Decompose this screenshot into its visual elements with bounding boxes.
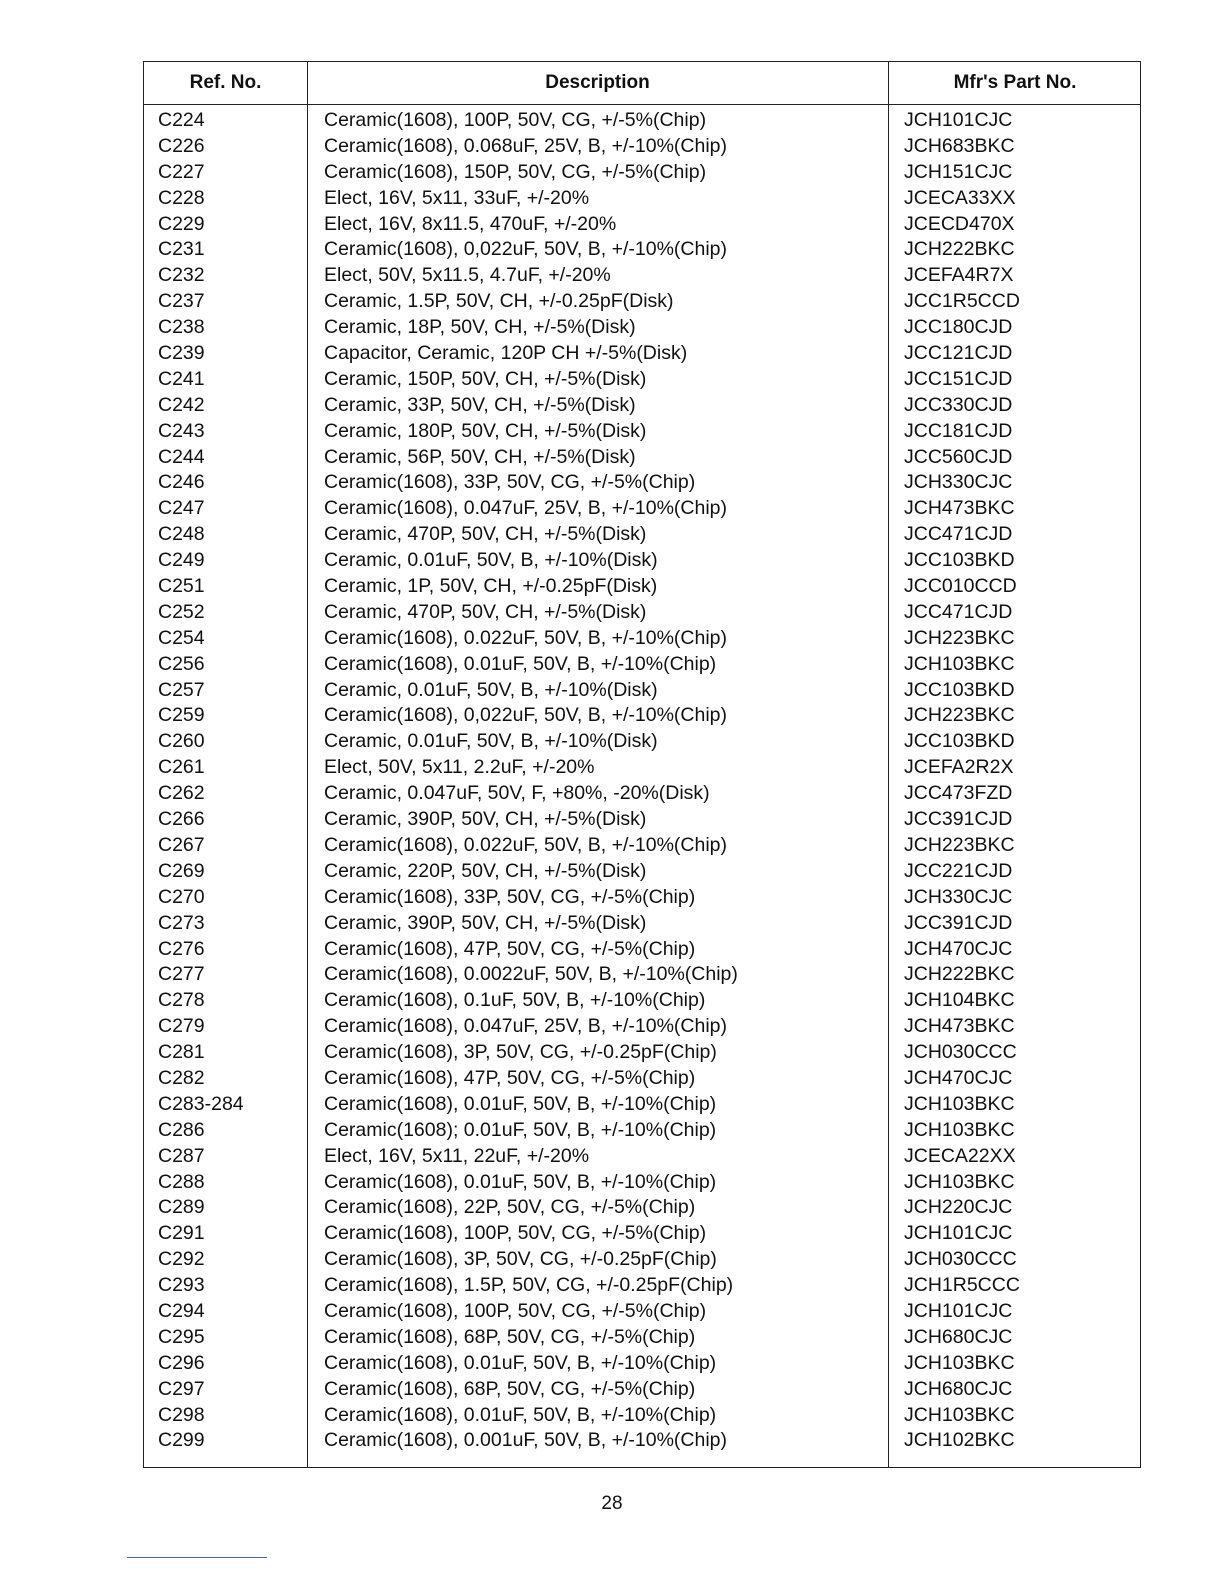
- part-number-cell: JCC103BKD: [904, 730, 1015, 753]
- table-row: [144, 859, 1140, 885]
- description-cell: Ceramic(1608), 1.5P, 50V, CG, +/-0.25pF(Chip): [324, 1274, 734, 1297]
- description-cell: Ceramic(1608), 0.1uF, 50V, B, +/-10%(Chip): [324, 989, 706, 1012]
- ref-cell: C266: [158, 808, 205, 831]
- table-row: [144, 1351, 1140, 1377]
- table-row: [144, 885, 1140, 911]
- part-number-cell: JCH101CJC: [904, 109, 1013, 131]
- footer-rule: [127, 1557, 267, 1558]
- ref-cell: C283-284: [158, 1092, 244, 1115]
- description-cell: Ceramic(1608), 0.0022uF, 50V, B, +/-10%(Chip): [324, 963, 738, 986]
- table-row: [144, 341, 1140, 367]
- part-number-cell: JCECA33XX: [904, 186, 1016, 209]
- header-mfr-part-no: Mfr's Part No.: [953, 72, 1077, 93]
- description-cell: Ceramic, 56P, 50V, CH, +/-5%(Disk): [324, 445, 636, 468]
- ref-cell: C267: [158, 833, 205, 856]
- table-row: [144, 1170, 1140, 1196]
- table-row: [144, 937, 1140, 963]
- part-number-cell: JCECD470X: [904, 212, 1015, 235]
- table-row: [144, 1325, 1140, 1351]
- ref-cell: C298: [158, 1403, 205, 1426]
- part-number-cell: JCH151CJC: [904, 160, 1013, 183]
- ref-cell: C232: [158, 264, 205, 287]
- table-row: [144, 108, 1140, 134]
- ref-cell: C243: [158, 419, 205, 442]
- description-cell: Ceramic(1608), 47P, 50V, CG, +/-5%(Chip): [324, 1066, 696, 1089]
- description-cell: Ceramic(1608), 0.047uF, 25V, B, +/-10%(Chip): [324, 497, 728, 520]
- description-cell: Ceramic(1608), 33P, 50V, CG, +/-5%(Chip): [324, 885, 696, 908]
- description-cell: Ceramic(1608), 33P, 50V, CG, +/-5%(Chip): [324, 471, 696, 494]
- ref-cell: C231: [158, 238, 205, 261]
- table-row: [144, 1273, 1140, 1299]
- description-cell: Ceramic, 470P, 50V, CH, +/-5%(Disk): [324, 523, 647, 546]
- part-number-cell: JCC1R5CCD: [904, 290, 1020, 313]
- table-row: [144, 911, 1140, 937]
- description-cell: Ceramic(1608), 22P, 50V, CG, +/-5%(Chip): [324, 1196, 696, 1219]
- table-row: [144, 1221, 1140, 1247]
- part-number-cell: JCC221CJD: [904, 859, 1013, 882]
- part-number-cell: JCC180CJD: [904, 316, 1013, 339]
- part-number-cell: JCH101CJC: [904, 1299, 1013, 1322]
- description-cell: Ceramic(1608), 0.01uF, 50V, B, +/-10%(Chip): [324, 1351, 717, 1374]
- part-number-cell: JCH330CJC: [904, 885, 1013, 908]
- ref-cell: C296: [158, 1351, 205, 1374]
- ref-cell: C226: [158, 134, 205, 157]
- part-number-cell: JCC473FZD: [904, 782, 1013, 805]
- description-cell: Ceramic(1608), 0.01uF, 50V, B, +/-10%(Chip): [324, 652, 717, 675]
- part-number-cell: JCH680CJC: [904, 1325, 1013, 1348]
- table-row: [144, 626, 1140, 652]
- part-number-cell: JCH223BKC: [904, 626, 1015, 649]
- header-description: Description: [545, 72, 650, 93]
- table-row: [144, 781, 1140, 807]
- description-cell: Ceramic(1608), 100P, 50V, CG, +/-5%(Chip): [324, 1299, 707, 1322]
- ref-cell: C246: [158, 471, 205, 494]
- part-number-cell: JCC103BKD: [904, 549, 1015, 572]
- description-cell: Ceramic, 0.047uF, 50V, F, +80%, -20%(Disk): [324, 782, 710, 805]
- ref-cell: C239: [158, 342, 205, 365]
- table-row: [144, 755, 1140, 781]
- part-number-cell: JCH222BKC: [904, 963, 1015, 986]
- ref-cell: C286: [158, 1118, 205, 1141]
- part-number-cell: JCC471CJD: [904, 523, 1013, 546]
- description-cell: Ceramic(1608), 0.022uF, 50V, B, +/-10%(Chip): [324, 626, 728, 649]
- description-cell: Ceramic, 470P, 50V, CH, +/-5%(Disk): [324, 600, 647, 623]
- table-row: [144, 1144, 1140, 1170]
- table-row: [144, 652, 1140, 678]
- ref-cell: C247: [158, 497, 205, 520]
- description-cell: Elect, 16V, 5x11, 33uF, +/-20%: [324, 186, 590, 209]
- description-cell: Ceramic, 390P, 50V, CH, +/-5%(Disk): [324, 911, 647, 934]
- table-row: [144, 367, 1140, 393]
- description-cell: Capacitor, Ceramic, 120P CH +/-5%(Disk): [324, 342, 688, 365]
- table-row: [144, 1403, 1140, 1429]
- ref-cell: C260: [158, 730, 205, 753]
- ref-cell: C228: [158, 186, 205, 209]
- ref-cell: C276: [158, 937, 205, 960]
- part-number-cell: JCH220CJC: [904, 1196, 1013, 1219]
- page-number: 28: [601, 1493, 623, 1514]
- table-row: [144, 548, 1140, 574]
- table-row: [144, 263, 1140, 289]
- table-row: [144, 1118, 1140, 1144]
- description-cell: Ceramic, 390P, 50V, CH, +/-5%(Disk): [324, 808, 647, 831]
- part-number-cell: JCC330CJD: [904, 393, 1013, 416]
- table-row: [144, 678, 1140, 704]
- table-row: [144, 962, 1140, 988]
- part-number-cell: JCH473BKC: [904, 1015, 1015, 1038]
- part-number-cell: JCH103BKC: [904, 1118, 1015, 1141]
- part-number-cell: JCH223BKC: [904, 704, 1015, 727]
- description-cell: Ceramic, 18P, 50V, CH, +/-5%(Disk): [324, 316, 636, 339]
- table-row: [144, 134, 1140, 160]
- description-cell: Ceramic(1608), 0,022uF, 50V, B, +/-10%(Chip): [324, 704, 728, 727]
- table-row: [144, 393, 1140, 419]
- part-number-cell: JCH030CCC: [904, 1248, 1017, 1271]
- ref-cell: C270: [158, 885, 205, 908]
- ref-cell: C282: [158, 1066, 205, 1089]
- ref-cell: C237: [158, 290, 205, 313]
- part-number-cell: JCH222BKC: [904, 238, 1015, 261]
- table-row: [144, 237, 1140, 263]
- description-cell: Ceramic(1608), 100P, 50V, CG, +/-5%(Chip): [324, 1222, 707, 1245]
- description-cell: Ceramic, 150P, 50V, CH, +/-5%(Disk): [324, 367, 647, 390]
- part-number-cell: JCH223BKC: [904, 833, 1015, 856]
- description-cell: Ceramic(1608), 47P, 50V, CG, +/-5%(Chip): [324, 937, 696, 960]
- ref-cell: C293: [158, 1274, 205, 1297]
- part-number-cell: JCECA22XX: [904, 1144, 1016, 1167]
- description-cell: Ceramic(1608); 0.01uF, 50V, B, +/-10%(Chip): [324, 1118, 717, 1141]
- ref-cell: C254: [158, 626, 205, 649]
- ref-cell: C294: [158, 1299, 205, 1322]
- description-cell: Ceramic(1608), 3P, 50V, CG, +/-0.25pF(Chip): [324, 1041, 717, 1064]
- part-number-cell: JCC151CJD: [904, 367, 1013, 390]
- part-number-cell: JCC471CJD: [904, 600, 1013, 623]
- description-cell: Ceramic(1608), 0.01uF, 50V, B, +/-10%(Chip): [324, 1170, 717, 1193]
- description-cell: Ceramic(1608), 0.022uF, 50V, B, +/-10%(Chip): [324, 833, 728, 856]
- description-cell: Ceramic, 180P, 50V, CH, +/-5%(Disk): [324, 419, 647, 442]
- ref-cell: C295: [158, 1325, 205, 1348]
- ref-cell: C257: [158, 678, 205, 701]
- ref-cell: C269: [158, 859, 205, 882]
- table-row: [144, 186, 1140, 212]
- part-number-cell: JCH330CJC: [904, 471, 1013, 494]
- table-row: [144, 1014, 1140, 1040]
- table-row: [144, 703, 1140, 729]
- ref-cell: C256: [158, 652, 205, 675]
- table-row: [144, 445, 1140, 471]
- ref-cell: C292: [158, 1248, 205, 1271]
- description-cell: Ceramic, 220P, 50V, CH, +/-5%(Disk): [324, 859, 647, 882]
- description-cell: Ceramic(1608), 0.01uF, 50V, B, +/-10%(Chip): [324, 1092, 717, 1115]
- ref-cell: C277: [158, 963, 205, 986]
- parts-list-table: [143, 61, 1141, 1468]
- ref-cell: C252: [158, 600, 205, 623]
- table-row: [144, 1040, 1140, 1066]
- part-number-cell: JCH101CJC: [904, 1222, 1013, 1245]
- table-row: [144, 496, 1140, 522]
- ref-cell: C287: [158, 1144, 205, 1167]
- part-number-cell: JCC121CJD: [904, 342, 1013, 365]
- description-cell: Ceramic, 1.5P, 50V, CH, +/-0.25pF(Disk): [324, 290, 674, 313]
- table-row: [144, 315, 1140, 341]
- part-number-cell: JCH102BKC: [904, 1429, 1015, 1452]
- part-number-cell: JCH103BKC: [904, 1170, 1015, 1193]
- ref-cell: C262: [158, 782, 205, 805]
- description-cell: Ceramic(1608), 0.047uF, 25V, B, +/-10%(Chip): [324, 1015, 728, 1038]
- part-number-cell: JCH470CJC: [904, 1066, 1013, 1089]
- part-number-cell: JCH680CJC: [904, 1377, 1013, 1400]
- part-number-cell: JCH473BKC: [904, 497, 1015, 520]
- part-number-cell: JCH103BKC: [904, 1092, 1015, 1115]
- part-number-cell: JCEFA2R2X: [904, 756, 1014, 779]
- ref-cell: C229: [158, 212, 205, 235]
- description-cell: Elect, 50V, 5x11.5, 4.7uF, +/-20%: [324, 264, 611, 287]
- table-row: [144, 1377, 1140, 1403]
- ref-cell: C279: [158, 1015, 205, 1038]
- table-row: [144, 729, 1140, 755]
- table-row: [144, 1066, 1140, 1092]
- description-cell: Ceramic, 0.01uF, 50V, B, +/-10%(Disk): [324, 678, 658, 701]
- table-row: [144, 1195, 1140, 1221]
- description-cell: Elect, 16V, 8x11.5, 470uF, +/-20%: [324, 212, 617, 235]
- description-cell: Ceramic(1608), 0.01uF, 50V, B, +/-10%(Chip): [324, 1403, 717, 1426]
- description-cell: Ceramic, 1P, 50V, CH, +/-0.25pF(Disk): [324, 575, 658, 598]
- table-row: [144, 160, 1140, 186]
- table-row: [144, 522, 1140, 548]
- part-number-cell: JCC181CJD: [904, 419, 1013, 442]
- ref-cell: C244: [158, 445, 205, 468]
- table-body: [144, 108, 1140, 1454]
- description-cell: Ceramic(1608), 0,022uF, 50V, B, +/-10%(Chip): [324, 238, 728, 261]
- ref-cell: C299: [158, 1429, 205, 1452]
- ref-cell: C224: [158, 109, 205, 131]
- table-header: [144, 62, 1140, 105]
- description-cell: Ceramic, 33P, 50V, CH, +/-5%(Disk): [324, 393, 636, 416]
- ref-cell: C242: [158, 393, 205, 416]
- table-row: [144, 988, 1140, 1014]
- ref-cell: C281: [158, 1041, 205, 1064]
- description-cell: Ceramic(1608), 3P, 50V, CG, +/-0.25pF(Chip): [324, 1248, 717, 1271]
- ref-cell: C248: [158, 523, 205, 546]
- ref-cell: C278: [158, 989, 205, 1012]
- ref-cell: C238: [158, 316, 205, 339]
- description-cell: Ceramic(1608), 68P, 50V, CG, +/-5%(Chip): [324, 1377, 696, 1400]
- ref-cell: C259: [158, 704, 205, 727]
- table-row: [144, 807, 1140, 833]
- part-number-cell: JCH103BKC: [904, 652, 1015, 675]
- table-row: [144, 419, 1140, 445]
- part-number-cell: JCC010CCD: [904, 575, 1017, 598]
- ref-cell: C273: [158, 911, 205, 934]
- part-number-cell: JCH683BKC: [904, 134, 1015, 157]
- description-cell: Elect, 16V, 5x11, 22uF, +/-20%: [324, 1144, 590, 1167]
- part-number-cell: JCC391CJD: [904, 911, 1013, 934]
- ref-cell: C227: [158, 160, 205, 183]
- ref-cell: C288: [158, 1170, 205, 1193]
- part-number-cell: JCH104BKC: [904, 989, 1015, 1012]
- part-number-cell: JCH103BKC: [904, 1351, 1015, 1374]
- table-row: [144, 1247, 1140, 1273]
- part-number-cell: JCH470CJC: [904, 937, 1013, 960]
- part-number-cell: JCH1R5CCC: [904, 1274, 1020, 1297]
- table-row: [144, 212, 1140, 238]
- description-cell: Ceramic(1608), 100P, 50V, CG, +/-5%(Chip): [324, 109, 707, 131]
- table-row: [144, 833, 1140, 859]
- ref-cell: C249: [158, 549, 205, 572]
- table-row: [144, 574, 1140, 600]
- description-cell: Elect, 50V, 5x11, 2.2uF, +/-20%: [324, 756, 595, 779]
- description-cell: Ceramic, 0.01uF, 50V, B, +/-10%(Disk): [324, 549, 658, 572]
- table-row: [144, 1428, 1140, 1454]
- description-cell: Ceramic(1608), 68P, 50V, CG, +/-5%(Chip): [324, 1325, 696, 1348]
- description-cell: Ceramic(1608), 0.068uF, 25V, B, +/-10%(Chip): [324, 134, 728, 157]
- ref-cell: C241: [158, 367, 205, 390]
- description-cell: Ceramic(1608), 0.001uF, 50V, B, +/-10%(Chip): [324, 1429, 728, 1452]
- ref-cell: C289: [158, 1196, 205, 1219]
- description-cell: Ceramic(1608), 150P, 50V, CG, +/-5%(Chip): [324, 160, 707, 183]
- part-number-cell: JCC391CJD: [904, 808, 1013, 831]
- part-number-cell: JCEFA4R7X: [904, 264, 1014, 287]
- ref-cell: C251: [158, 575, 205, 598]
- header-ref-no: Ref. No.: [189, 72, 262, 93]
- ref-cell: C261: [158, 756, 205, 779]
- part-number-cell: JCH103BKC: [904, 1403, 1015, 1426]
- part-number-cell: JCC103BKD: [904, 678, 1015, 701]
- table-row: [144, 1299, 1140, 1325]
- description-cell: Ceramic, 0.01uF, 50V, B, +/-10%(Disk): [324, 730, 658, 753]
- table-row: [144, 289, 1140, 315]
- part-number-cell: JCH030CCC: [904, 1041, 1017, 1064]
- table-row: [144, 600, 1140, 626]
- ref-cell: C291: [158, 1222, 205, 1245]
- part-number-cell: JCC560CJD: [904, 445, 1013, 468]
- table-row: [144, 470, 1140, 496]
- table-row: [144, 1092, 1140, 1118]
- ref-cell: C297: [158, 1377, 205, 1400]
